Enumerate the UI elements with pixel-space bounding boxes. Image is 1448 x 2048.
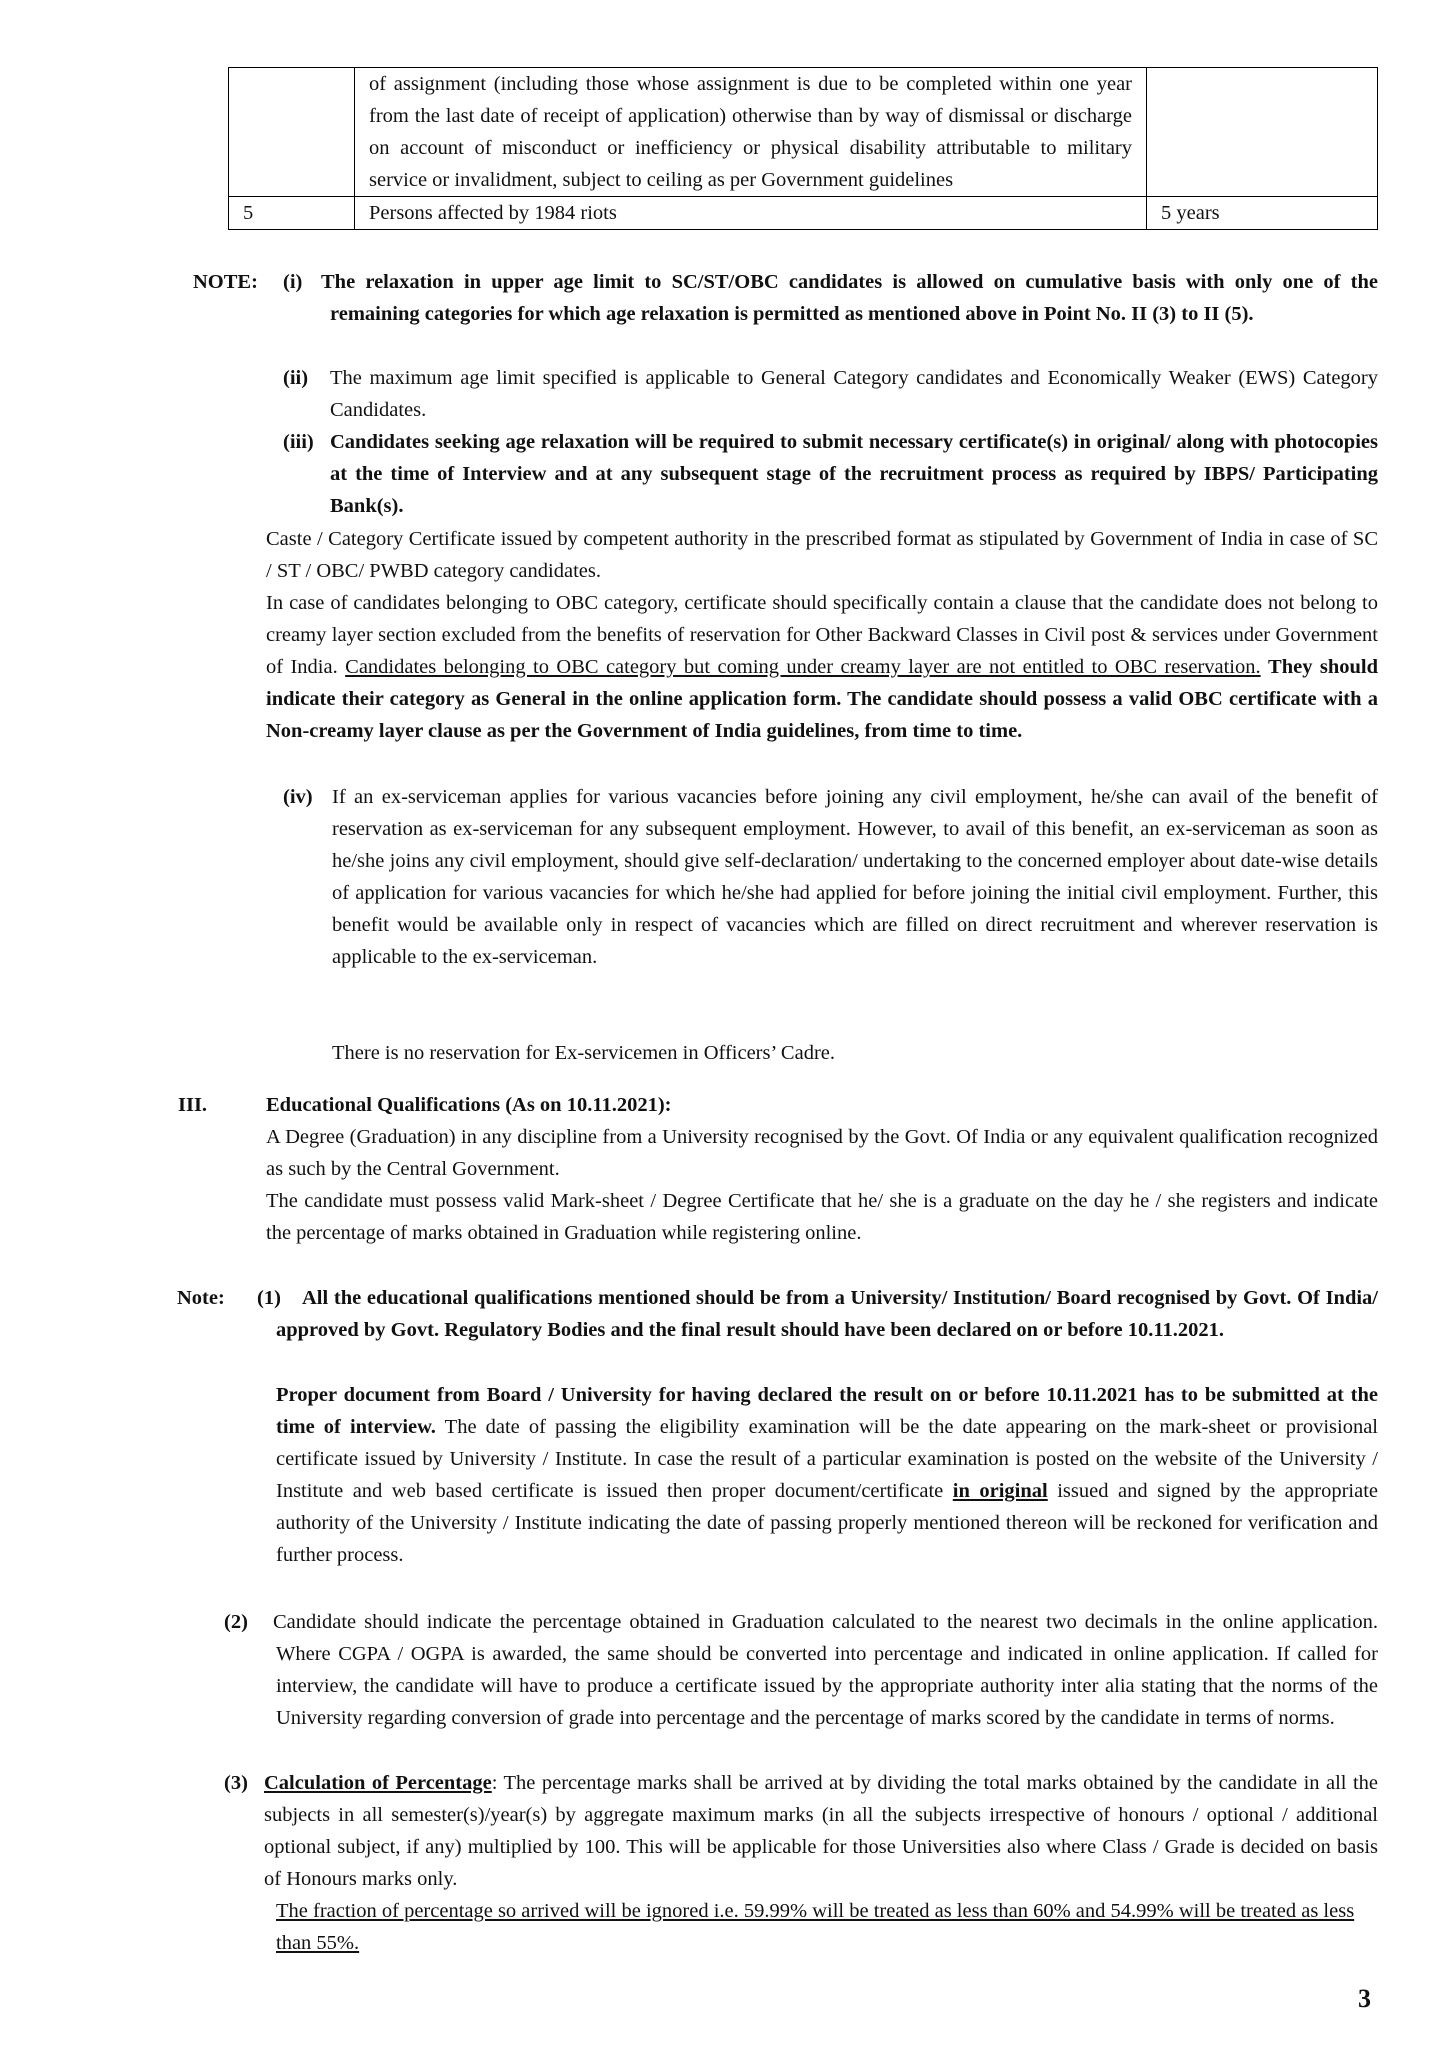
note-1-label: (1): [257, 1287, 281, 1309]
note-iv-label: (iv): [283, 786, 313, 808]
percentage-fraction-text: The fraction of percentage so arrived will be ignored i.e. 59.99% will be treated as less than 60% and 54.99% will be treated as less than 55%.: [276, 1900, 1355, 1954]
note-3-text: : The percentage marks shall be arrived at by dividing the total marks obtained by the candidate in all the subjects in all semester(s)/year(s) by aggregate maximum marks (in all the subjects irrespective of honours / optional / additional optional subject, if any) multiplied by 100. This will be applicable for those Universities also where Class / Grade is decided on basis of Honours marks only.: [264, 1772, 1378, 1890]
age-relaxation-table: [228, 67, 1378, 230]
obc-creamy-layer-text: Candidates belonging to OBC category but coming under creamy layer are not entitled to OBC reservation.: [345, 656, 1261, 678]
table-cell-relaxation: [1147, 68, 1378, 197]
no-reservation-text: There is no reservation for Ex-servicemen in Officers’ Cadre.: [332, 1042, 835, 1064]
obc-paragraph-text: In case of candidates belonging to OBC category, certificate should specifically contain a clause that the candidate does not belong to creamy layer section excluded from the benefits of reservation for Other Backward Classes in Civil post & services under Government of India.: [266, 592, 1378, 678]
note-ii-label: (ii): [283, 367, 309, 389]
qualification-paragraph: A Degree (Graduation) in any discipline from a University recognised by the Govt. Of India or any equivalent qualification recognized as such by the Central Government.: [266, 1126, 1378, 1180]
table-row: [229, 68, 1378, 197]
table-cell-no: [229, 68, 355, 197]
caste-certificate-paragraph: Caste / Category Certificate issued by competent authority in the prescribed format as stipulated by Government of India in case of SC / ST / OBC/ PWBD category candidates.: [266, 528, 1378, 582]
note-iii-label: (iii): [283, 431, 314, 453]
note-1-passing-text: The date of passing the eligibility examination will be the date appearing on the mark-sheet or provisional certificate issued by University / Institute. In case the result of a particular examination is posted on the website of the University / Institute and web based certificate is issued then proper document/certificate: [276, 1416, 1379, 1502]
note-i-text: The relaxation in upper age limit to SC/ST/OBC candidates is allowed on cumulative basis with only one of the remaining categories for which age relaxation is permitted as mentioned above in Point No. II (3) to II (5).: [321, 271, 1378, 325]
note-iv-text: If an ex-serviceman applies for various vacancies before joining any civil employment, he/she can avail of the benefit of reservation as ex-serviceman for any subsequent employment. However, to avail of this benefit, an ex-serviceman as soon as he/she joins any civil employment, should give self-declaration/ undertaking to the concerned employer about date-wise details of application for various vacancies for which he/she had applied for before joining the initial civil employment. Further, this benefit would be available only in respect of vacancies which are filled on direct recruitment and wherever reservation is applicable to the ex-serviceman.: [332, 786, 1378, 968]
note-1-bold-text: All the educational qualifications mentioned should be from a University/ Institution/ Board recognised by Govt. Of India/ approved by Govt. Regulatory Bodies and the final result should have been declared on or before 10.11.2021.: [276, 1287, 1378, 1341]
note-1-paragraph: [276, 1379, 1378, 1571]
table-cell-category: of assignment (including those whose assignment is due to be completed within one year from the last date of receipt of application) otherwise than by way of dismissal or discharge on account of misconduct or inefficiency or physical disability attributable to military service or invalidment, subject to ceiling as per Government guidelines: [355, 68, 1147, 197]
marksheet-paragraph: The candidate must possess valid Mark-sheet / Degree Certificate that he/ she is a graduate on the day he / she registers and indicate the percentage of marks obtained in Graduation while registering online.: [266, 1190, 1378, 1244]
section-number: III.: [178, 1094, 208, 1116]
obc-general-category-text: They should indicate their category as General in the online application form. The candidate should possess a valid OBC certificate with a Non-creamy layer clause as per the Government of India guidelines, from time to time.: [266, 656, 1378, 742]
note-i-label: (i): [283, 271, 303, 293]
table-row: [229, 197, 1378, 230]
table-cell-no: 5: [229, 197, 355, 230]
note-label: NOTE:: [193, 271, 258, 293]
calculation-of-percentage-title: Calculation of Percentage: [264, 1772, 492, 1794]
note-2-label: (2): [224, 1611, 248, 1633]
note-ii-text: The maximum age limit specified is applicable to General Category candidates and Economically Weaker (EWS) Category Candidates.: [330, 367, 1378, 421]
section-heading: Educational Qualifications (As on 10.11.2021):: [266, 1094, 672, 1116]
note-3-label: (3): [224, 1772, 248, 1794]
note-1-passing-text-continued: issued and signed by the appropriate authority of the University / Institute indicating the date of passing properly mentioned thereon will be reckoned for verification and further process.: [276, 1480, 1379, 1566]
in-original-text: in original: [952, 1480, 1048, 1502]
page-number: 3: [1358, 1984, 1371, 2013]
note-label: Note:: [177, 1287, 225, 1309]
table-cell-relaxation: 5 years: [1147, 197, 1378, 230]
note-3-paragraph: [264, 1767, 1378, 1895]
note-iii-text: Candidates seeking age relaxation will be required to submit necessary certificate(s) in original/ along with photocopies at the time of Interview and at any subsequent stage of the recruitment process as required by IBPS/ Participating Bank(s).: [330, 431, 1378, 517]
note-1-document-text: Proper document from Board / University for having declared the result on or before 10.11.2021 has to be submitted at the time of interview.: [276, 1384, 1378, 1438]
table-cell-category: Persons affected by 1984 riots: [355, 197, 1147, 230]
note-2-text: Candidate should indicate the percentage obtained in Graduation calculated to the nearest two decimals in the online application. Where CGPA / OGPA is awarded, the same should be converted into percentage and indicated in online application. If called for interview, the candidate will have to produce a certificate issued by the appropriate authority inter alia stating that the norms of the University regarding conversion of grade into percentage and the percentage of marks scored by the candidate in terms of norms.: [273, 1611, 1378, 1729]
obc-paragraph: [266, 587, 1378, 747]
